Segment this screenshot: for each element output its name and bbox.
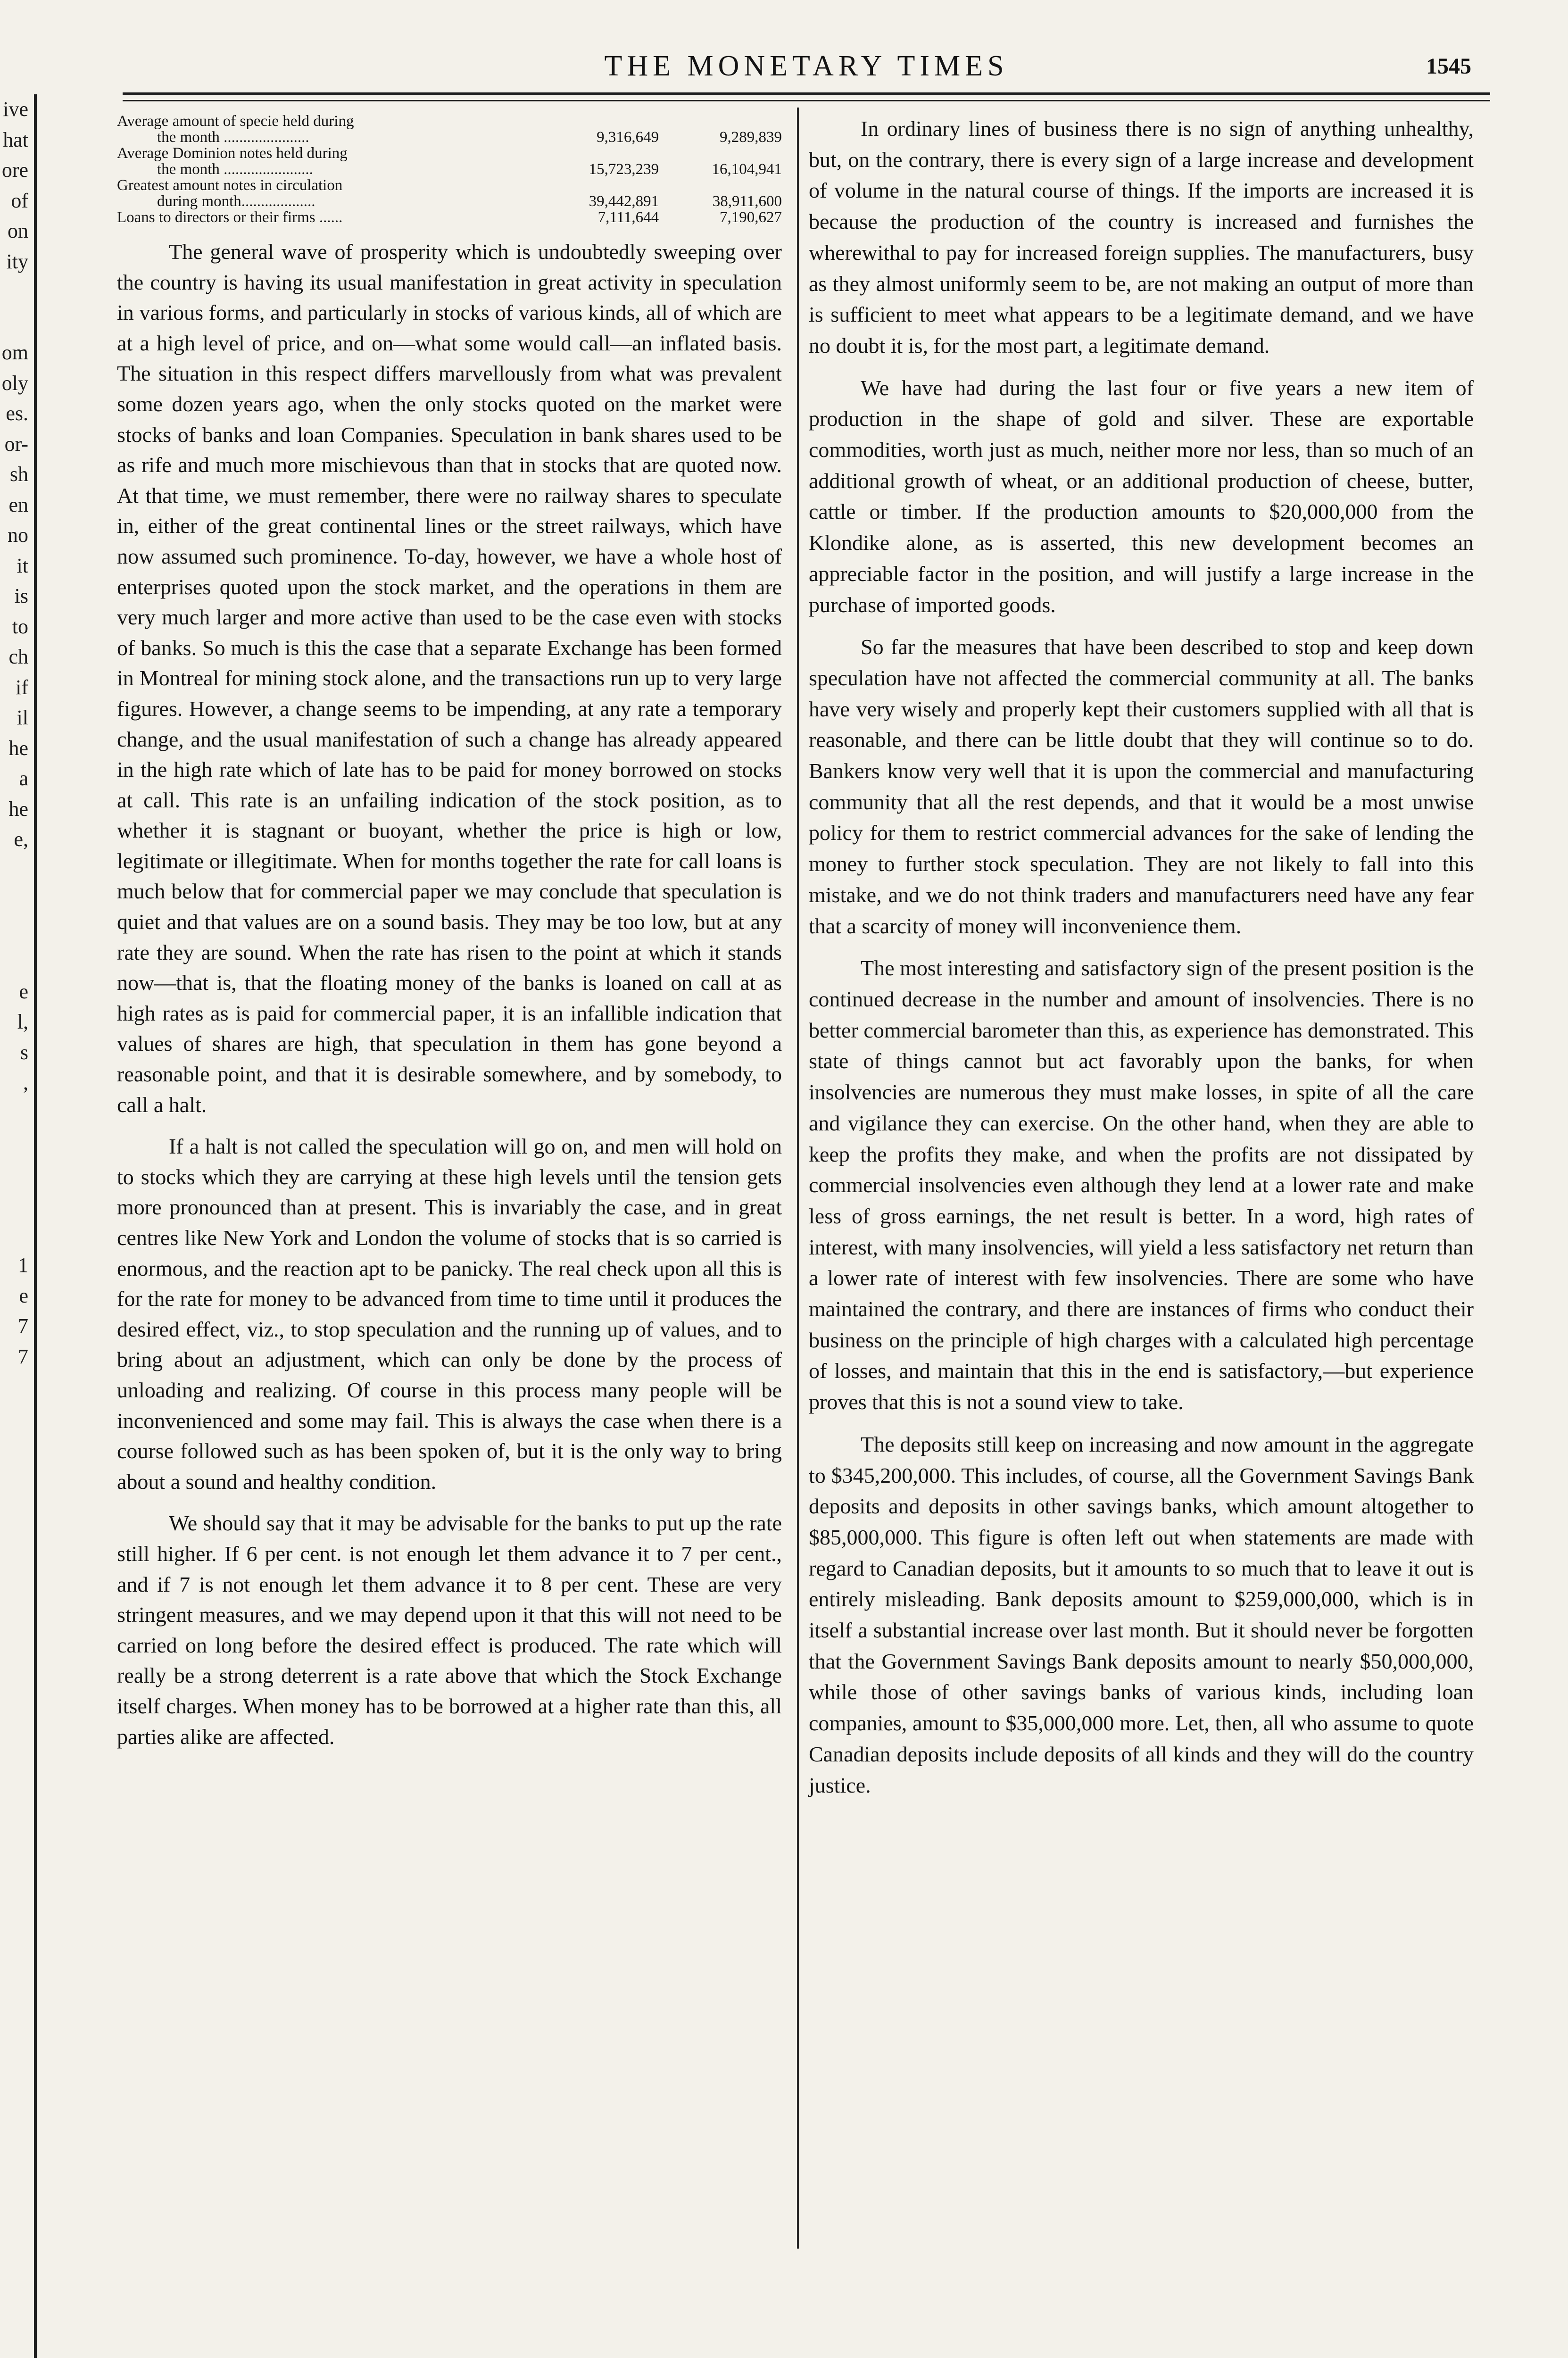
row-label: [117, 145, 536, 177]
margin-fragment: 7: [18, 1345, 28, 1368]
left-column: [117, 113, 782, 1763]
margin-fragment: e,: [14, 828, 28, 851]
masthead: [123, 50, 1490, 92]
adjacent-page-edge: [34, 94, 37, 2358]
margin-fragment: ive: [3, 98, 28, 121]
margin-fragment: e: [19, 1284, 28, 1307]
value-current: 7,111,644: [597, 209, 659, 226]
margin-fragment: [0, 1098, 28, 1129]
margin-fragment: it: [17, 554, 28, 577]
table-row: [117, 209, 782, 225]
margin-fragment: hat: [3, 128, 28, 151]
margin-fragment: [0, 1494, 28, 1524]
margin-fragment: [0, 1220, 28, 1251]
paragraph: If a halt is not called the speculation will go on, and men will hold on to stocks which they are carrying at these high levels until the tension gets more pronounced than at present. This is invariably the case, and in great centres like New York and London the volume of stocks that is so carried is enormous, and the reaction apt to be panicky. The real check upon all this is for the rate for money to be advanced from time to time until it produces the desired effect, viz., to stop speculation and the running up of values, and to bring about an adjustment, which can only be done by the process of unloading and realizing. Of course in this process many people will be inconvenienced and some may fail. This is always the case when there is a course followed such as has been spoken of, but it is the only way to bring about a sound and healthy condition.: [117, 1134, 782, 1494]
paragraph: The deposits still keep on increasing and now amount in the aggregate to $345,200,000. This includes, of course, all the Government Savings Bank deposits and deposits in other savings banks, which amount altogether to $85,000,000. This figure is often left out when statements are made with regard to Canadian deposits, but it amounts to so much that to leave it out is entirely misleading. Bank deposits amount to $259,000,000, which is in itself a substantial increase over last month. But it should never be forgotten that the Government Savings Bank deposits amount to nearly $50,000,000, while those of other savings banks of various kinds, including loan companies, amount to $35,000,000 more. Let, then, all who assume to quote Canadian deposits include deposits of all kinds and they will do the country justice.: [809, 1432, 1474, 1797]
margin-fragment: [0, 1159, 28, 1190]
value-previous: 7,190,627: [720, 209, 782, 226]
row-label-continuation: during month...................: [157, 193, 315, 210]
column-divider: [797, 108, 799, 2249]
right-column: [809, 113, 1474, 1812]
margin-fragment: l,: [17, 1010, 28, 1033]
margin-fragment: om: [1, 341, 28, 364]
paragraph: We should say that it may be advisable for the banks to put up the rate still higher. If 6 per cent. is not enough let them advance it to 7 per cent., and if 7 is not enough let them advance it to 8 per cent. These are very stringent measures, and we may depend upon it that this will not need to be carried on long before the desired effect is produced. The rate which will really be a strong deterrent is a rate above that which the Stock Exchange itself charges. When money has to be borrowed at a higher rate than this, all parties alike are affected.: [117, 1511, 782, 1749]
margin-fragment: or-: [4, 432, 28, 456]
row-label-line: Loans to directors or their firms ......: [117, 209, 343, 226]
paragraph: The general wave of prosperity which is undoubtedly sweeping over the country is having its usual manifestation in great activity in speculation in various forms, and particularly in stocks of various kinds, all of which are at a high level of price, and on—what some would call—an inflated basis. The situation in this respect differs marvellously from what was prevalent some dozen years ago, when the only stocks quoted on the market were stocks of banks and loan Companies. Speculation in bank shares used to be as rife and much more mischievous than that in stocks that are quoted now. At that time, we must remember, there were no railway shares to speculate in, either of the great continental lines or the street railways, which have now assumed such prominence. To-day, however, we have a whole host of enterprises quoted upon the stock market, and the operations in them are very much larger and more active than used to be the case even with stocks of banks. So much is this the case that a separate Exchange has been formed in Montreal for mining stock alone, and the transactions run up to very large figures. However, a change seems to be impending, at any rate a temporary change, and the usual manifestation of such a change has already appeared in the high rate which of late has to be paid for money borrowed on stocks at call. This rate is an unfailing indication of the stock position, as to whether it is stagnant or buoyant, whether the price is high or low, legitimate or illegitimate. When for months together the rate for call loans is much below that for commercial paper we may conclude that speculation is quiet and that values are on a sound basis. They may be too low, but at any rate they are sound. When the rate has risen to the point at which it stands now—that is, that the floating money of the banks is loaned on call at as high rates as is paid for commercial paper, it is an infallible indication that values of shares are high, that speculation in them has gone beyond a reasonable point, and that it is desirable somewhere, and by somebody, to call a halt.: [117, 240, 782, 1117]
margin-fragment: 7: [18, 1314, 28, 1337]
row-label: [117, 209, 536, 225]
value-previous: 38,911,600: [712, 193, 782, 210]
margin-fragment: a: [19, 767, 28, 790]
row-label-continuation: the month ......................: [157, 129, 309, 146]
paragraph: In ordinary lines of business there is no sign of anything unhealthy, but, on the contrary, there is every sign of a large increase and development of volume in the natural course of things. If the imports are increased it is because the production of the country is increased and furnishes the wherewithal to pay for increased foreign supplies. The manufacturers, busy as they almost uniformly seem to be, are not making an output of more than is sufficient to meet what appears to be a legitimate demand, and we have no doubt it is, for the most part, a legitimate demand.: [809, 116, 1474, 357]
value-previous: 16,104,941: [712, 161, 782, 178]
adjacent-page-margin: [0, 94, 28, 2311]
margin-fragment: s: [20, 1040, 28, 1064]
margin-fragment: to: [12, 614, 28, 638]
margin-fragment: ore: [1, 158, 28, 182]
table-row: [117, 177, 782, 209]
right-column-text: [809, 113, 1474, 1801]
margin-fragment: il: [17, 706, 28, 729]
margin-fragment: of: [11, 189, 28, 212]
margin-fragment: [0, 1129, 28, 1159]
left-column-text: [117, 237, 782, 1752]
masthead-rule-thin: [123, 100, 1490, 101]
margin-fragment: [0, 1372, 28, 1403]
row-label-continuation: the month .......................: [157, 161, 313, 178]
row-label-line: Average Dominion notes held during: [117, 145, 348, 162]
margin-fragment: [0, 946, 28, 977]
masthead-rule: [123, 92, 1490, 95]
value-current: 9,316,649: [597, 129, 659, 146]
margin-fragment: [0, 277, 28, 307]
margin-fragment: es.: [6, 402, 28, 425]
table-row: [117, 145, 782, 177]
margin-fragment: no: [8, 523, 28, 547]
margin-fragment: [0, 1403, 28, 1433]
table-row: [117, 113, 782, 145]
margin-fragment: he: [8, 797, 28, 821]
paragraph: The most interesting and satisfactory sign of the present position is the continued decrease in the number and amount of insolvencies. There is no better commercial barometer than this, as experience has demonstrated. This state of things cannot but act favorably upon the banks, for when insolvencies are numerous they must make losses, in spite of all the care and vigilance they can exercise. On the other hand, when they are able to keep the profits they make, and when the profits are not dissipated by commercial insolvencies even although they lend at a lower rate and make less of gross earnings, the net result is better. In a word, high rates of interest, with many insolvencies, will yield a less satisfactory net return than a lower rate of interest with few insolvencies. There are some who have maintained the contrary, and there are instances of firms who conduct their business on the principle of high charges with a calculated high percentage of losses, and maintain that this in the end is satisfactory,—but experience proves that this is not a sound view to take.: [809, 956, 1474, 1414]
row-label: [117, 177, 536, 209]
bank-statistics-table: [117, 113, 782, 225]
margin-fragment: if: [16, 675, 28, 699]
margin-fragment: oly: [1, 371, 28, 395]
margin-fragment: on: [8, 219, 28, 242]
row-label: [117, 113, 536, 145]
margin-fragment: ch: [8, 645, 28, 668]
margin-fragment: [0, 1189, 28, 1220]
value-previous: 9,289,839: [720, 129, 782, 146]
row-label-line: Greatest amount notes in circulation: [117, 177, 343, 194]
margin-fragment: ity: [6, 249, 28, 273]
margin-fragment: [0, 1463, 28, 1494]
margin-fragment: [0, 916, 28, 947]
margin-fragment: [0, 307, 28, 338]
value-current: 15,723,239: [589, 161, 659, 178]
margin-fragment: [0, 855, 28, 886]
value-current: 39,442,891: [589, 193, 659, 210]
paragraph: So far the measures that have been described to stop and keep down speculation have not affected the commercial community at all. The banks have very wisely and properly kept their customers supplied with all that is reasonable, and there can be little doubt that they will continue so to do. Bankers know very well that it is upon the commercial and manufacturing community that all the rest depends, and that it would be a most unwise policy for them to restrict commercial advances for the sake of lending the money to further stock speculation. They are not likely to fall into this mistake, and we do not think traders and manufacturers need have any fear that a scarcity of money will inconvenience them.: [809, 635, 1474, 938]
margin-fragment: e: [19, 980, 28, 1003]
margin-fragment: en: [8, 493, 28, 516]
margin-fragment: ,: [23, 1071, 28, 1094]
margin-fragment: [0, 1433, 28, 1463]
margin-fragment: 1: [18, 1254, 28, 1277]
margin-fragment: sh: [9, 463, 28, 486]
page-number: 1545: [1426, 54, 1471, 79]
margin-fragment: is: [14, 584, 28, 607]
margin-fragment: [0, 885, 28, 916]
row-label-line: Average amount of specie held during: [117, 113, 354, 130]
publication-title: THE MONETARY TIMES: [604, 50, 1009, 82]
paragraph: We have had during the last four or five years a new item of production in the shape of gold and silver. These are exportable commodities, worth just as much, neither more nor less, than so much of an additional growth of wheat, or an additional production of cheese, butter, cattle or timber. If the production amounts to $20,000,000 from the Klondike alone, as is asserted, this new development becomes an appreciable factor in the position, and will justify a large increase in the purchase of imported goods.: [809, 375, 1474, 617]
margin-fragment: he: [8, 736, 28, 760]
